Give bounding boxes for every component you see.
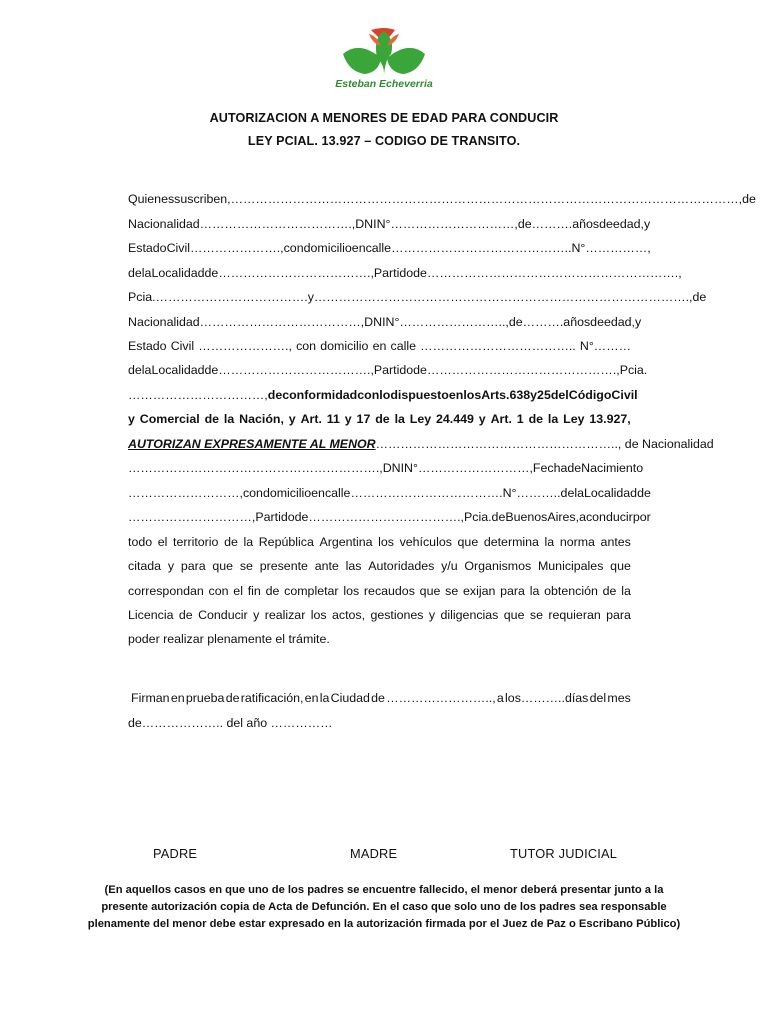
- body-line-1: [128, 191, 756, 207]
- word: y: [253, 608, 260, 622]
- word: de: [413, 363, 427, 377]
- word: Nacimiento: [581, 461, 644, 475]
- word: Art.: [490, 412, 512, 426]
- word: obtención: [544, 584, 598, 598]
- word: Buenos: [505, 510, 548, 524]
- word: Argentina: [319, 535, 373, 549]
- word: 1: [516, 412, 524, 426]
- word: que: [419, 584, 441, 598]
- body-line-9: [128, 387, 638, 403]
- body-line-3: [128, 240, 651, 256]
- word: los………..días: [505, 691, 589, 705]
- word: con: [296, 339, 317, 353]
- word: Estado: [128, 241, 167, 255]
- word: y: [288, 412, 296, 426]
- word: de: [178, 608, 193, 622]
- word: de: [265, 584, 280, 598]
- word: con: [242, 486, 263, 500]
- word: dispuesto: [390, 388, 449, 402]
- word: gestiones: [370, 608, 424, 622]
- body-line-6: [128, 314, 642, 330]
- word: de: [599, 217, 613, 231]
- body-line-7: [128, 338, 631, 354]
- word: Nación,: [239, 412, 284, 426]
- word: ratificación,: [240, 691, 304, 705]
- word: de: [128, 266, 142, 280]
- leaves-logo-icon: [329, 28, 439, 80]
- word: Civil………………….,: [166, 241, 284, 255]
- footnote: (En aquellos casos en que uno de los padres se encuentre fallecido, el menor deberá presentar junto a la presente autorización copia de Acta de Defunción. En el caso que solo uno de los padres sea responsable plenamente del menor debe estar expresado en la autorización firmada por el Juez de Paz o Escribano Público): [87, 884, 681, 930]
- body-line-11: [128, 436, 714, 452]
- word: DNI: [355, 217, 377, 231]
- body-line-19: poder realizar plenamente el trámite.: [128, 632, 330, 646]
- word: la: [544, 535, 555, 549]
- word: conducir: [585, 510, 633, 524]
- word: los: [378, 535, 394, 549]
- word: N°………: [579, 339, 631, 353]
- word: Organismos: [464, 559, 532, 573]
- body-line-17: [128, 583, 631, 599]
- word: que: [610, 559, 631, 573]
- word: de: [375, 412, 390, 426]
- word: con: [283, 241, 304, 255]
- word: prueba: [185, 691, 225, 705]
- word: en: [351, 241, 366, 255]
- word: y: [167, 559, 175, 573]
- word: N°…………………………,: [376, 217, 518, 231]
- word: y: [344, 412, 352, 426]
- word: se: [445, 584, 459, 598]
- authorization-emphasis: AUTORIZAN EXPRESAMENTE AL MENOR: [128, 437, 376, 451]
- body-line-8: [128, 362, 648, 378]
- word: a: [579, 510, 586, 524]
- word: se: [529, 608, 543, 622]
- word: ………………………,: [128, 486, 243, 500]
- word: Localidad: [151, 266, 205, 280]
- word: de: [560, 486, 575, 500]
- word: las: [345, 559, 362, 573]
- word: mes: [607, 691, 631, 705]
- word: ……………………..,: [386, 691, 496, 705]
- body-line-2: [128, 216, 651, 232]
- word: …………………………………………………….,: [128, 461, 383, 475]
- logo-text: Esteban Echeverria: [335, 78, 433, 90]
- word: ……………………………………………………………………………………………………………,: [230, 192, 743, 206]
- word: la: [529, 584, 540, 598]
- word: República: [258, 535, 314, 549]
- word: de: [637, 486, 651, 500]
- word: de: [204, 412, 220, 426]
- word: la: [319, 691, 330, 705]
- firma-line-1: [131, 690, 631, 706]
- firma-line-2: de……………….. del año ……………: [128, 716, 333, 730]
- word: ……….: [522, 315, 564, 329]
- word: ……………………………………………………………………………….,: [313, 290, 693, 304]
- word: Municipales: [537, 559, 604, 573]
- word: Pcia.: [619, 363, 648, 377]
- word: recaudos: [363, 584, 415, 598]
- word: en: [448, 388, 464, 402]
- word: 25: [537, 388, 551, 402]
- body-line-16: [128, 558, 631, 574]
- doc-title-line2: LEY PCIAL. 13.927 – CODIGO DE TRANSITO.: [247, 134, 521, 148]
- word: edad,: [612, 217, 644, 231]
- word: Ley: [409, 412, 432, 426]
- word: realizar: [264, 608, 306, 622]
- word: del: [589, 691, 607, 705]
- word: de: [590, 315, 604, 329]
- word: presente: [259, 559, 308, 573]
- logo: [329, 28, 439, 96]
- word: que: [457, 535, 479, 549]
- word: la: [243, 535, 254, 549]
- word: de: [602, 584, 617, 598]
- word: Nacionalidad: [128, 315, 200, 329]
- word: lo: [379, 388, 391, 402]
- word: domicilio: [303, 241, 352, 255]
- word: determina: [483, 535, 539, 549]
- word: la: [141, 363, 152, 377]
- word: el: [233, 584, 243, 598]
- word: de: [128, 363, 142, 377]
- word: y: [530, 388, 538, 402]
- word: N°………………………,: [404, 461, 533, 475]
- word: Estado: [128, 339, 167, 353]
- word: Art.: [300, 412, 322, 426]
- body-line-12: [128, 460, 644, 476]
- word: ……………………………….: [155, 290, 308, 304]
- word: la: [223, 412, 235, 426]
- word: Partido: [373, 266, 414, 280]
- word: por: [632, 510, 651, 524]
- signature-padre: PADRE: [153, 846, 198, 861]
- word: 24.449: [436, 412, 474, 426]
- doc-title-line1: AUTORIZACION A MENORES DE EDAD PARA CONDUCIR: [209, 111, 559, 125]
- word: de: [225, 691, 240, 705]
- word: en: [372, 339, 387, 353]
- word: Civil: [611, 388, 638, 402]
- word: Licencia: [128, 608, 174, 622]
- line9-blank: ……………………………,: [128, 388, 268, 402]
- word: Nacionalidad: [128, 217, 200, 231]
- word: del: [550, 388, 569, 402]
- word: de: [224, 535, 238, 549]
- body-line-13: [128, 485, 651, 501]
- word: calle……………………………………..: [365, 241, 572, 255]
- word: DNI: [382, 461, 405, 475]
- word: los: [343, 584, 360, 598]
- word: de: [528, 412, 544, 426]
- word: y/u: [441, 559, 458, 573]
- word: N°: [502, 486, 517, 500]
- word: todo: [128, 535, 153, 549]
- word: los: [463, 388, 482, 402]
- word: ………………………………..: [420, 339, 576, 353]
- word: 13.927,: [589, 412, 631, 426]
- word: la: [547, 412, 559, 426]
- word: calle: [390, 339, 417, 353]
- word: y: [634, 315, 642, 329]
- word: Pcia.: [128, 290, 156, 304]
- word: 17: [356, 412, 371, 426]
- word: antes: [600, 535, 631, 549]
- word: fin: [247, 584, 261, 598]
- word: Arts.: [481, 388, 510, 402]
- word: citada: [128, 559, 162, 573]
- word: y: [478, 412, 486, 426]
- word: Localidad: [151, 363, 205, 377]
- word: edad,: [603, 315, 635, 329]
- body-line-14: [128, 509, 651, 525]
- body-line-10: [128, 411, 631, 427]
- word: ………………….,: [198, 339, 292, 353]
- body-line-4: [128, 265, 682, 281]
- word: con: [208, 584, 229, 598]
- word: actos,: [331, 608, 366, 622]
- word: ante: [314, 559, 339, 573]
- word: Código: [568, 388, 612, 402]
- word: en: [311, 486, 325, 500]
- word: en: [170, 691, 185, 705]
- word: N°……………………..,: [385, 315, 509, 329]
- word: de: [517, 217, 532, 231]
- word: …………………………,: [128, 510, 256, 524]
- word: Comercial: [139, 412, 200, 426]
- word: ……………………………….: [350, 486, 503, 500]
- word: ……………………………………….,: [426, 363, 620, 377]
- word: de: [267, 388, 283, 402]
- word: norma: [559, 535, 595, 549]
- word: Partido: [373, 363, 414, 377]
- word: años: [572, 217, 600, 231]
- word: de: [371, 691, 385, 705]
- word: ……….: [531, 217, 573, 231]
- word: se: [239, 559, 253, 573]
- word: la: [141, 266, 152, 280]
- line11-rest: ………………………………………………….., de Nacionalidad: [375, 437, 714, 451]
- word: calle: [324, 486, 351, 500]
- word: ……………………………….,: [199, 217, 356, 231]
- body-line-5: [128, 289, 707, 305]
- word: Autoridades: [368, 559, 435, 573]
- body-line-18: [128, 607, 631, 623]
- word: correspondan: [128, 584, 204, 598]
- word: y: [643, 217, 651, 231]
- word: ……………………………….,: [218, 363, 374, 377]
- word: el: [157, 535, 168, 549]
- word: de: [491, 510, 506, 524]
- word: Pcia.: [464, 510, 492, 524]
- signature-tutor: TUTOR JUDICIAL: [510, 846, 618, 861]
- word: la: [394, 412, 405, 426]
- body-line-15: [128, 534, 631, 550]
- word: que: [212, 559, 234, 573]
- word: Fecha: [532, 461, 568, 475]
- word: de: [204, 266, 219, 280]
- word: de: [294, 510, 309, 524]
- word: para: [500, 584, 525, 598]
- word: requieran: [548, 608, 601, 622]
- word: suscriben,: [174, 192, 231, 206]
- word: y: [307, 290, 314, 304]
- word: Firman: [131, 691, 170, 705]
- word: Civil: [170, 339, 195, 353]
- word: …………………………………………………….,: [426, 266, 682, 280]
- word: …………………………………,: [199, 315, 365, 329]
- word: ……………………………….,: [218, 266, 374, 280]
- word: de: [742, 192, 756, 206]
- word: años: [563, 315, 591, 329]
- word: exijan: [462, 584, 496, 598]
- word: ……………………………….,: [308, 510, 464, 524]
- word: la: [574, 486, 584, 500]
- word: 638: [509, 388, 531, 402]
- word: Conducir: [198, 608, 248, 622]
- word: los: [310, 608, 327, 622]
- word: Quienes: [128, 192, 175, 206]
- word: vehículos: [399, 535, 452, 549]
- word: completar: [284, 584, 339, 598]
- word: diligencias: [440, 608, 499, 622]
- word: ………..: [516, 486, 561, 500]
- word: a: [496, 691, 504, 705]
- word: que: [503, 608, 525, 622]
- word: y: [428, 608, 436, 622]
- word: para: [180, 559, 206, 573]
- word: Localidad: [584, 486, 638, 500]
- signature-madre: MADRE: [350, 846, 398, 861]
- word: de: [692, 290, 707, 304]
- word: N°……………,: [571, 241, 651, 255]
- word: de: [567, 461, 582, 475]
- word: en: [304, 691, 319, 705]
- word: con: [357, 388, 380, 402]
- word: Ciudad: [330, 691, 370, 705]
- word: DNI: [364, 315, 386, 329]
- word: Aires,: [547, 510, 580, 524]
- word: Ley: [563, 412, 585, 426]
- word: la: [621, 584, 631, 598]
- word: 11: [326, 412, 340, 426]
- word: territorio: [173, 535, 219, 549]
- word: de: [204, 363, 219, 377]
- word: para: [606, 608, 631, 622]
- word: domicilio: [320, 339, 369, 353]
- word: conformidad: [282, 388, 358, 402]
- word: y: [128, 412, 135, 426]
- word: Partido: [255, 510, 295, 524]
- word: de: [508, 315, 523, 329]
- word: domicilio: [262, 486, 312, 500]
- word: de: [413, 266, 427, 280]
